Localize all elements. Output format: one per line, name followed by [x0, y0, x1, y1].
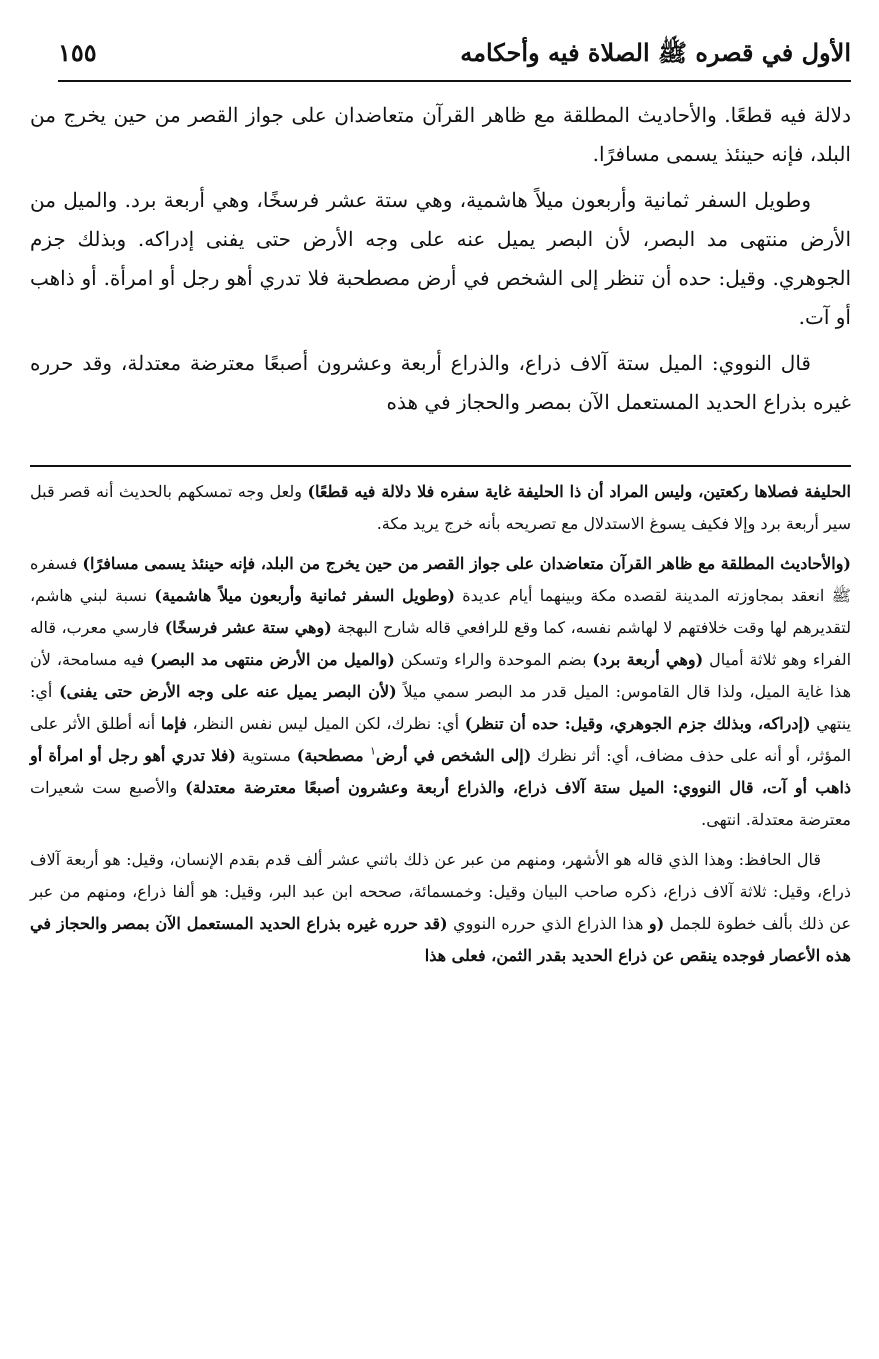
- commentary-text-run: فسفره ﷺ انعقد بمجاوزته المدينة لقصده مكة وبينهما أيام عديدة: [30, 554, 851, 605]
- quoted-matn-text: فإما: [160, 714, 187, 733]
- running-title: الأول في قصره ﷺ الصلاة فيه وأحكامه: [460, 38, 851, 67]
- page-header: [58, 34, 851, 82]
- commentary-text-run: هذا الذراع الذي حرره النووي: [447, 914, 649, 933]
- quoted-matn-text: الحليفة فصلاها ركعتين، وليس المراد أن ذا الحليفة غاية سفره فلا دلالة فيه قطعًا): [307, 482, 851, 501]
- commentary-text-run: بضم الموحدة والراء وتسكن: [394, 650, 593, 669]
- main-text: [30, 96, 851, 429]
- quoted-matn-text: (والأحاديث المطلقة مع ظاهر القرآن متعاضدان على جواز القصر من حين يخرج من البلد، فإنه حينئذ يسمى مسافرًا): [82, 554, 852, 573]
- commentary-text: [30, 476, 851, 972]
- commentary-text-run: والأصبع ست شعيرات معترضة معتدلة. انتهى.: [30, 778, 851, 829]
- footnote-marker: ١: [370, 744, 376, 758]
- quoted-matn-text: (إدراكه، وبذلك جزم الجوهري، وقيل: حده أن تنظر): [464, 714, 811, 733]
- commentary-text-run: مستوية: [236, 746, 297, 765]
- commentary-paragraph: [30, 844, 851, 972]
- quoted-matn-text: (فلا تدري أهو رجل أو امرأة أو ذاهب أو آت، قال النووي: الميل ستة آلاف ذراع، والذراع أربعة وعشرون أصبعًا معترضة معتدلة): [30, 746, 852, 797]
- commentary-text-run: أنه أطلق الأثر على المؤثر، أو أنه على حذف مضاف، أي: أثر نظرك: [30, 714, 852, 765]
- commentary-paragraph: [30, 548, 851, 836]
- quoted-matn-text: (قد حرره غيره بذراع الحديد المستعمل الآن بمصر والحجاز في هذه الأعصار فوجده ينقص عن ذراع الحديد بقدر الثمن، فعلى هذا: [30, 914, 851, 965]
- quoted-matn-text: (لأن البصر يميل عنه على وجه الأرض حتى يفنى): [59, 682, 397, 701]
- quoted-matn-text: (و: [648, 914, 665, 933]
- commentary-text-run: فارسي معرب، قاله الفراء وهو ثلاثة أميال: [30, 618, 852, 669]
- page-number: ١٥٥: [58, 38, 97, 67]
- main-paragraph: قال النووي: الميل ستة آلاف ذراع، والذراع أربعة وعشرون أصبعًا معترضة معتدلة، وقد حرره غيره بذراع الحديد المستعمل الآن بمصر والحجاز في هذه: [30, 351, 851, 414]
- commentary-text-run: نسبة لبني هاشم، لتقديرهم لها وقت خلافتهم لا لهاشم نفسه، كما وقع للرافعي قاله شارح البهجة: [30, 586, 852, 637]
- commentary-text-run: قال الحافظ: وهذا الذي قاله هو الأشهر، ومنهم من عبر عن ذلك باثني عشر ألف قدم بقدم الإنسان، وقيل: هو أربعة آلاف ذراع، وقيل: ثلاثة آلاف ذراع، ذكره صاحب البيان وقيل: وخمسمائة، صححه ابن عبد البر، وقيل: هو ألفا ذراع، ومنهم من عبر عن ذلك بألف خطوة للجمل: [30, 850, 852, 933]
- commentary-paragraph: [30, 476, 851, 540]
- commentary-text-run: أي: نظرك، لكن الميل ليس نفس النظر،: [186, 714, 465, 733]
- quoted-matn-text: (إلى الشخص في أرض: [375, 746, 532, 765]
- main-paragraph: دلالة فيه قطعًا. والأحاديث المطلقة مع ظاهر القرآن متعاضدان على جواز القصر من حين يخرج من البلد، فإنه حينئذ يسمى مسافرًا.: [30, 103, 851, 166]
- quoted-matn-text: مصطحبة): [296, 746, 370, 765]
- separator-rule: [30, 465, 851, 467]
- quoted-matn-text: (والميل من الأرض منتهى مد البصر): [150, 650, 395, 669]
- commentary-text-run: فيه مسامحة، لأن هذا غاية الميل، ولذا قال القاموس: الميل قدر مد البصر سمي ميلاً: [30, 650, 852, 701]
- quoted-matn-text: (وهي ستة عشر فرسخًا): [164, 618, 332, 637]
- main-paragraph: وطويل السفر ثمانية وأربعون ميلاً هاشمية، وهي ستة عشر فرسخًا، وهي أربعة برد. والميل من الأرض منتهى مد البصر، لأن البصر يميل عنه على وجه الأرض حتى يفنى إدراكه. وبذلك جزم الجوهري. وقيل: حده أن تنظر إلى الشخص في أرض مصطحبة فلا تدري أهو رجل أو امرأة. أو ذاهب أو آت.: [30, 188, 851, 329]
- quoted-matn-text: (وهي أربعة برد): [592, 650, 704, 669]
- quoted-matn-text: (وطويل السفر ثمانية وأربعون ميلاً هاشمية): [154, 586, 455, 605]
- commentary-text-run: ولعل وجه تمسكهم بالحديث أنه قصر قبل سير أربعة برد وإلا فكيف يسوغ الاستدلال مع تصريحه بأنه خرج يريد مكة.: [30, 482, 851, 533]
- commentary-text-run: أي: ينتهي: [30, 682, 852, 733]
